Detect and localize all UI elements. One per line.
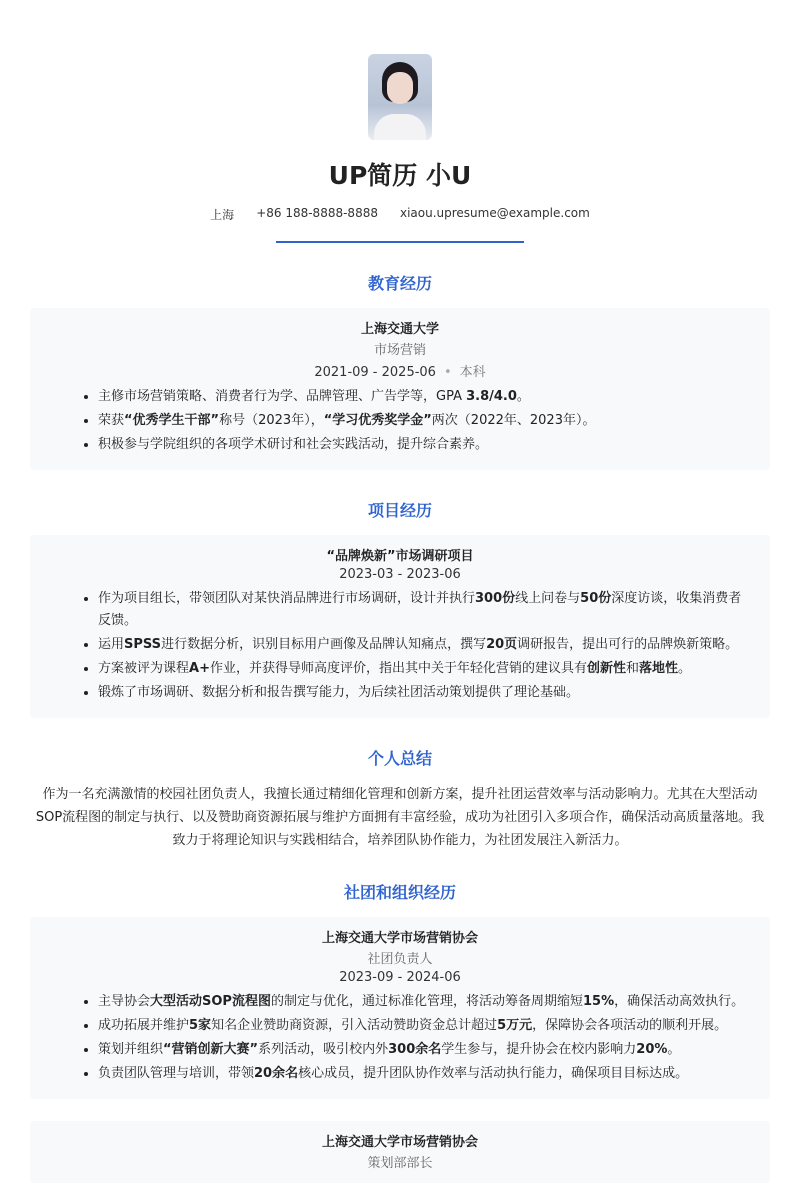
summary-text: 作为一名充满激情的校园社团负责人，我擅长通过精细化管理和创新方案，提升社团运营效率与活动影响力。尤其在大型活动SOP流程图的制定与执行、以及赞助商资源拓展与维护方面拥有丰富经验，成功为社团引入多项合作，确保活动高质量落地。我致力于将理论知识与实践相结合，培养团队协作能力，为社团发展注入新活力。 [35, 787, 765, 848]
city: 上海 [210, 208, 235, 222]
resume-header [0, 0, 800, 243]
bullet-text: 和 [626, 661, 640, 676]
highlight-text: 5万元 [497, 1018, 533, 1033]
bullet-item [98, 634, 750, 656]
clubs-title: 社团和组织经历 [343, 883, 456, 902]
bullet-text: 负责团队管理与培训，带领 [98, 1066, 255, 1081]
bullet-text: 深度访谈，收集消费者反馈。 [98, 591, 742, 628]
project-card [30, 535, 770, 718]
highlight-text: 20余名 [254, 1066, 299, 1081]
bullet-item [98, 1039, 750, 1061]
bullet-text: 。 [516, 389, 530, 404]
bullet-text: ，确保活动高效执行。 [614, 994, 745, 1009]
club-date: 2023-09 - 2024-06 [339, 970, 461, 985]
highlight-text: 300份 [475, 591, 516, 606]
bullet-text: 积极参与学院组织的各项学术研讨和社会实践活动，提升综合素养。 [98, 437, 489, 452]
club-card [30, 917, 770, 1099]
club-org: 上海交通大学市场营销协会 [321, 931, 478, 946]
highlight-text: 300余名 [388, 1042, 442, 1057]
education-date-line: 2021-09 - 2025-06 • 本科 [314, 365, 486, 380]
email: xiaou.upresume@example.com [399, 206, 590, 220]
bullet-item [98, 410, 750, 432]
club-role: 策划部部长 [367, 1156, 433, 1171]
bullet-text: 策划并组织 [98, 1042, 164, 1057]
bullet-text: 知名企业赞助商资源，引入活动赞助资金总计超过 [211, 1018, 498, 1033]
education-title: 教育经历 [367, 274, 432, 293]
bullet-item [98, 658, 750, 680]
club-org: 上海交通大学市场营销协会 [321, 1135, 478, 1150]
highlight-text: 大型活动SOP流程图 [150, 994, 271, 1009]
bullet-item [98, 991, 750, 1013]
bullet-text: 学生参与，提升协会在校内影响力 [441, 1042, 637, 1057]
project-bullets [50, 588, 750, 704]
bullet-text: 运用 [98, 637, 125, 652]
bullet-item [98, 682, 750, 704]
highlight-text: 50份 [580, 591, 612, 606]
bullet-text: ，保障协会各项活动的顺利开展。 [532, 1018, 728, 1033]
highlight-text: 20% [636, 1042, 668, 1057]
highlight-text: 5家 [189, 1018, 212, 1033]
bullet-text: 成功拓展并维护 [98, 1018, 190, 1033]
bullet-text: 锻炼了市场调研、数据分析和报告撰写能力，为后续社团活动策划提供了理论基础。 [98, 685, 580, 700]
highlight-text: 创新性 [587, 661, 627, 676]
bullet-text: 进行数据分析，识别目标用户画像及品牌认知痛点，撰写 [161, 637, 487, 652]
bullet-text: 作业，并获得导师高度评价，指出其中关于年轻化营销的建议具有 [209, 661, 587, 676]
school-name: 上海交通大学 [360, 322, 439, 337]
bullet-item [98, 1063, 750, 1085]
club-bullets [50, 991, 750, 1085]
summary-title: 个人总结 [367, 749, 432, 768]
contact-info [0, 206, 800, 223]
header-divider [276, 241, 524, 243]
bullet-text: 核心成员，提升团队协作效率与活动执行能力，确保项目目标达成。 [298, 1066, 689, 1081]
bullet-text: 荣获 [98, 413, 125, 428]
highlight-text: “学习优秀奖学金” [323, 413, 432, 428]
highlight-text: 20页 [486, 637, 518, 652]
highlight-text: 落地性 [639, 661, 679, 676]
highlight-text: “优秀学生干部” [124, 413, 220, 428]
bullet-text: 作为项目组长，带领团队对某快消品牌进行市场调研，设计并执行 [98, 591, 476, 606]
club-role: 社团负责人 [367, 952, 433, 967]
bullet-item [98, 1015, 750, 1037]
bullet-text: 的制定与优化，通过标准化管理，将活动筹备周期缩短 [270, 994, 583, 1009]
major: 市场营销 [373, 343, 426, 358]
bullet-text: 系列活动，吸引校内外 [258, 1042, 389, 1057]
bullet-text: 主修市场营销策略、消费者行为学、品牌管理、广告学等，GPA [98, 389, 467, 404]
education-card [30, 308, 770, 470]
projects-title: 项目经历 [367, 501, 432, 520]
highlight-text: “营销创新大赛” [163, 1042, 259, 1057]
profile-photo [368, 54, 432, 140]
degree: 本科 [459, 365, 486, 380]
bullet-text: 调研报告，提出可行的品牌焕新策略。 [517, 637, 739, 652]
bullet-text: 。 [667, 1042, 681, 1057]
bullet-text: 。 [678, 661, 692, 676]
phone: +86 188-8888-8888 [256, 206, 378, 220]
education-bullets [50, 386, 750, 456]
club-card [30, 1121, 770, 1183]
bullet-item [98, 434, 750, 456]
bullet-text: 主导协会 [98, 994, 151, 1009]
bullet-text: 方案被评为课程 [98, 661, 190, 676]
bullet-text: 两次（2022年、2023年）。 [431, 413, 596, 428]
project-date: 2023-03 - 2023-06 [339, 567, 461, 582]
bullet-text: 称号（2023年）， [219, 413, 324, 428]
highlight-text: 3.8/4.0 [466, 389, 517, 404]
highlight-text: SPSS [124, 637, 162, 652]
candidate-name: UP简历 小U [328, 161, 472, 190]
project-name: “品牌焕新”市场调研项目 [326, 549, 474, 564]
bullet-item [98, 588, 750, 632]
bullet-item [98, 386, 750, 408]
education-date: 2021-09 - 2025-06 [314, 365, 436, 380]
bullet-text: 线上问卷与 [515, 591, 581, 606]
highlight-text: A+ [189, 661, 210, 676]
highlight-text: 15% [582, 994, 615, 1009]
